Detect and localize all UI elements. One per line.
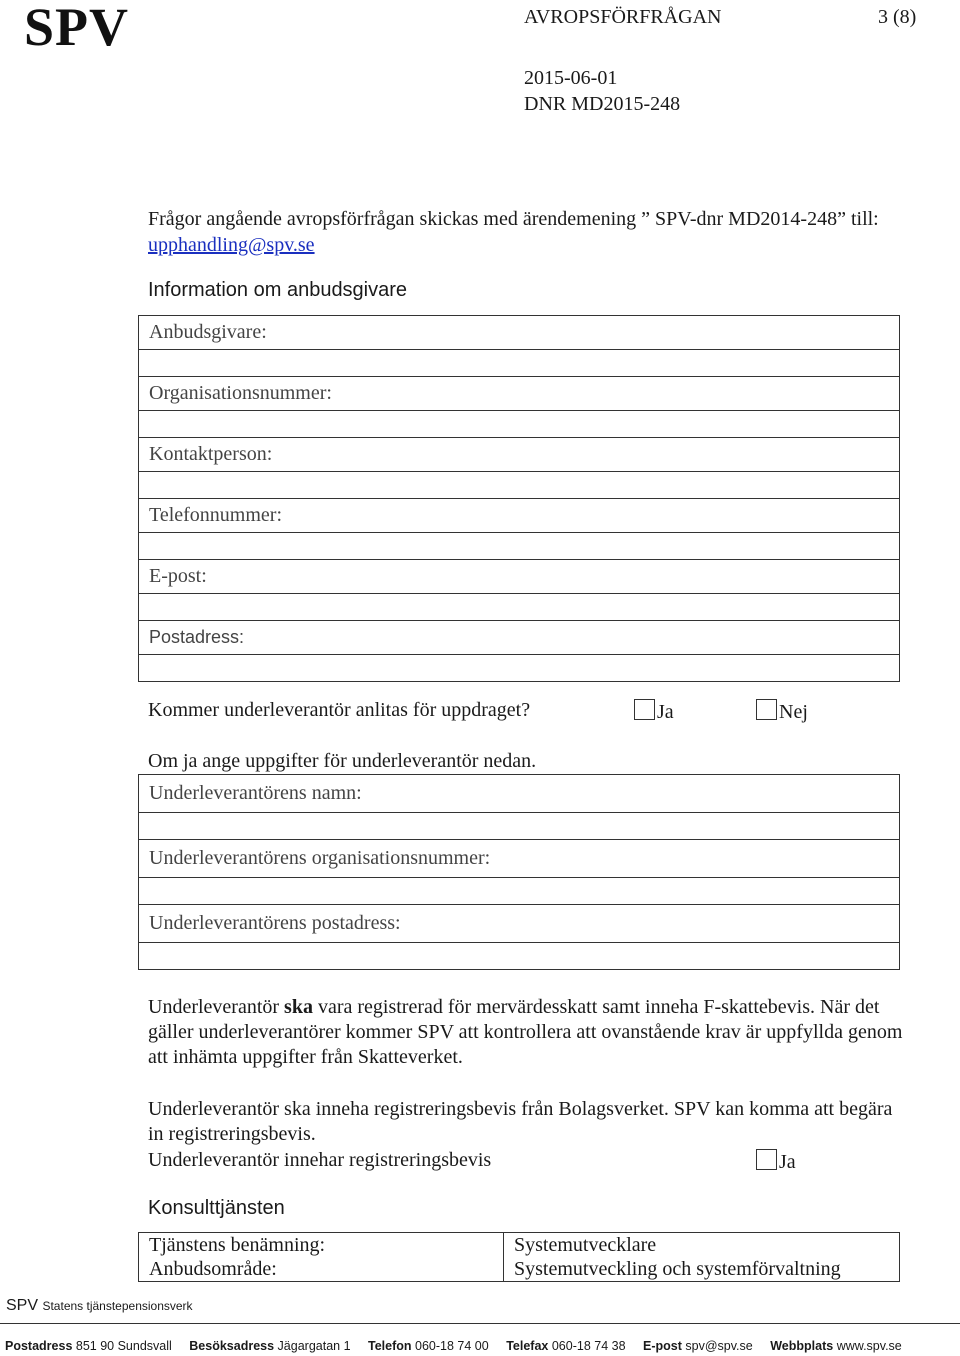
field-label-contact-person: Kontaktperson: — [139, 438, 900, 472]
footer-postal-value: 851 90 Sundsvall — [75, 1339, 172, 1353]
footer-phone-value: 060-18 74 00 — [415, 1339, 489, 1353]
field-label-sub-org-number: Underleverantörens organisationsnummer: — [139, 840, 900, 878]
field-input-contact-person[interactable] — [139, 472, 900, 499]
service-name-value: Systemutvecklare — [504, 1233, 900, 1258]
field-input-sub-org-number[interactable] — [139, 878, 900, 905]
tender-area-label: Anbudsområde: — [139, 1257, 504, 1282]
footer-fax-value: 060-18 74 38 — [551, 1339, 626, 1353]
footer-divider — [0, 1323, 960, 1324]
field-label-email: E-post: — [139, 560, 900, 594]
footer-fax-label: Telefax — [506, 1339, 549, 1353]
field-input-bidder[interactable] — [139, 350, 900, 377]
registration-yes-label: Ja — [779, 1151, 796, 1173]
vat-text-post: vara registrerad för mervärdesskatt samt inneha F-skattebevis. När det gäller underleverantörer kommer SPV att kontrollera att ovanstående krav är uppfyllda genom att inhämta uppgifter från Skatteverket. — [148, 996, 903, 1068]
footer-email-label: E-post — [643, 1339, 682, 1353]
field-label-sub-name: Underleverantörens namn: — [139, 775, 900, 813]
subcontractor-no-checkbox[interactable] — [756, 699, 777, 720]
service-name-label: Tjänstens benämning: — [139, 1233, 504, 1258]
footer-email-value[interactable]: spv@spv.se — [685, 1339, 753, 1353]
footer-organization — [6, 1297, 193, 1315]
footer-contact-line — [5, 1339, 902, 1353]
subcontractor-yes-option[interactable] — [634, 699, 674, 724]
bidder-info-table — [138, 315, 900, 682]
field-input-sub-name[interactable] — [139, 813, 900, 840]
document-dnr: DNR MD2015-248 — [524, 93, 681, 115]
consultancy-table — [138, 1232, 900, 1282]
subcontractor-yes-checkbox[interactable] — [634, 699, 655, 720]
field-input-sub-postal-address[interactable] — [139, 943, 900, 970]
document-date: 2015-06-01 — [524, 67, 618, 89]
page-number: 3 (8) — [878, 6, 917, 28]
bidder-section-heading: Information om anbudsgivare — [148, 279, 408, 301]
footer-postal-label: Postadress — [5, 1339, 73, 1353]
field-input-email[interactable] — [139, 594, 900, 621]
registration-yes-option[interactable] — [756, 1149, 796, 1174]
field-label-org-number: Organisationsnummer: — [139, 377, 900, 411]
vat-requirement-paragraph — [148, 995, 908, 1070]
field-label-postal-address: Postadress: — [139, 621, 900, 655]
subcontractor-yes-label: Ja — [657, 701, 674, 723]
email-link[interactable]: upphandling@spv.se — [148, 234, 315, 256]
vat-text-pre: Underleverantör — [148, 996, 285, 1018]
footer-web-label: Webbplats — [770, 1339, 834, 1353]
footer-org-short: SPV — [6, 1297, 39, 1314]
consultancy-heading: Konsulttjänsten — [148, 1197, 285, 1219]
subcontractor-question: Kommer underleverantör anlitas för uppdraget? — [148, 699, 531, 721]
vat-text-bold: ska — [284, 996, 313, 1018]
field-input-org-number[interactable] — [139, 411, 900, 438]
registration-paragraph: Underleverantör ska inneha registreringsbevis från Bolagsverket. SPV kan komma att begära in registreringsbevis. — [148, 1098, 893, 1145]
intro-paragraph — [148, 206, 898, 258]
field-label-sub-postal-address: Underleverantörens postadress: — [139, 905, 900, 943]
field-input-phone[interactable] — [139, 533, 900, 560]
spv-logo: SPV — [24, 0, 130, 57]
intro-text: Frågor angående avropsförfrågan skickas med ärendemening ” SPV-dnr MD2014-248” till: — [148, 208, 879, 230]
field-input-postal-address[interactable] — [139, 655, 900, 682]
registration-question: Underleverantör innehar registreringsbevis — [148, 1149, 492, 1171]
document-title: AVROPSFÖRFRÅGAN — [524, 6, 722, 28]
subcontractor-no-label: Nej — [779, 701, 808, 723]
field-label-phone: Telefonnummer: — [139, 499, 900, 533]
tender-area-value: Systemutveckling och systemförvaltning — [504, 1257, 900, 1282]
subcontractor-no-option[interactable] — [756, 699, 808, 724]
subcontractor-note: Om ja ange uppgifter för underleverantör nedan. — [148, 750, 537, 772]
registration-yes-checkbox[interactable] — [756, 1149, 777, 1170]
field-label-bidder: Anbudsgivare: — [139, 316, 900, 350]
footer-web-value[interactable]: www.spv.se — [836, 1339, 902, 1353]
footer-org-full: Statens tjänstepensionsverk — [42, 1299, 193, 1313]
footer-visit-value: Jägargatan 1 — [277, 1339, 351, 1353]
footer-visit-label: Besöksadress — [189, 1339, 275, 1353]
footer-phone-label: Telefon — [368, 1339, 412, 1353]
subcontractor-info-table — [138, 774, 900, 970]
